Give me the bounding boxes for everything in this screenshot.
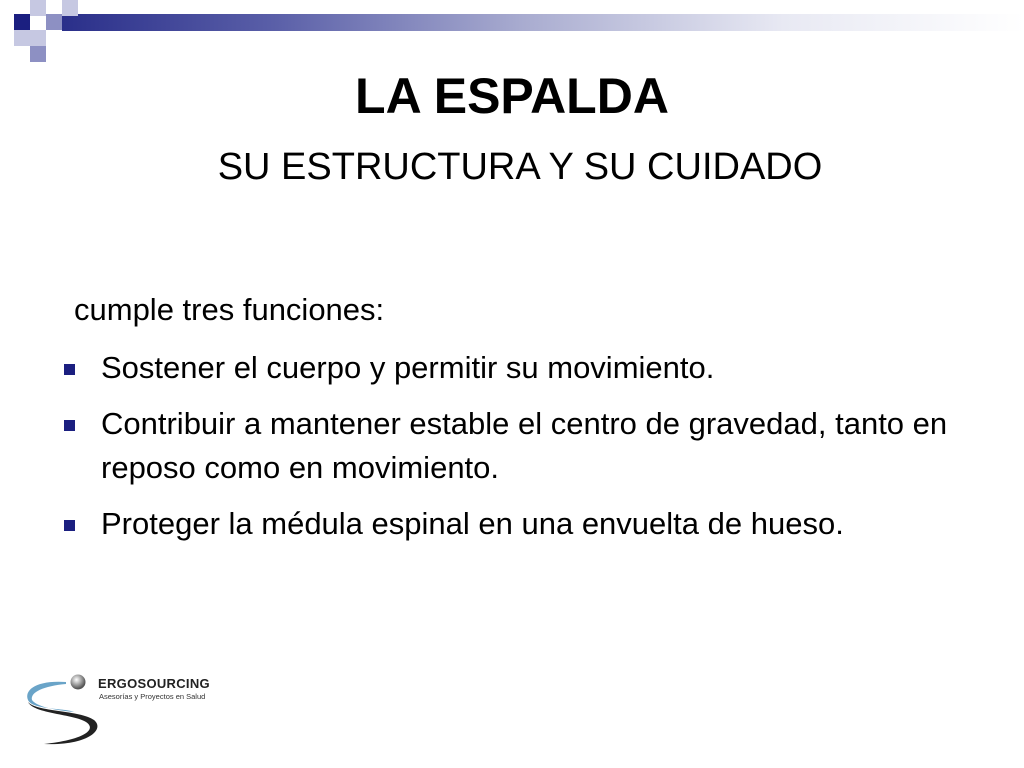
decor-square [14, 14, 30, 30]
bullet-item [64, 402, 994, 490]
bullet-item [64, 346, 994, 390]
logo-tagline: Asesorías y Proyectos en Salud [99, 692, 206, 701]
decor-square [14, 30, 30, 46]
bullet-item [64, 502, 994, 546]
square-bullet-icon [64, 420, 75, 431]
decor-square [30, 0, 46, 16]
slide-subtitle: SU ESTRUCTURA Y SU CUIDADO [217, 146, 823, 188]
decor-square [30, 46, 46, 62]
decor-square [30, 30, 46, 46]
bullet-text: Sostener el cuerpo y permitir su movimiento. [101, 350, 715, 385]
decor-square [62, 0, 78, 16]
ergosourcing-logo [22, 672, 222, 752]
bullet-text: Proteger la médula espinal en una envuelta de hueso. [101, 506, 844, 541]
bullet-text: Contribuir a mantener estable el centro de gravedad, tanto en reposo como en movimiento. [101, 406, 948, 485]
logo-name: ERGOSOURCING [98, 676, 210, 691]
square-bullet-icon [64, 364, 75, 375]
bullet-list [64, 346, 994, 558]
slide-title: LA ESPALDA [355, 68, 669, 124]
square-bullet-icon [64, 520, 75, 531]
header-gradient-bar [62, 14, 1024, 31]
intro-text: cumple tres funciones: [74, 292, 385, 327]
decor-square [46, 14, 62, 30]
